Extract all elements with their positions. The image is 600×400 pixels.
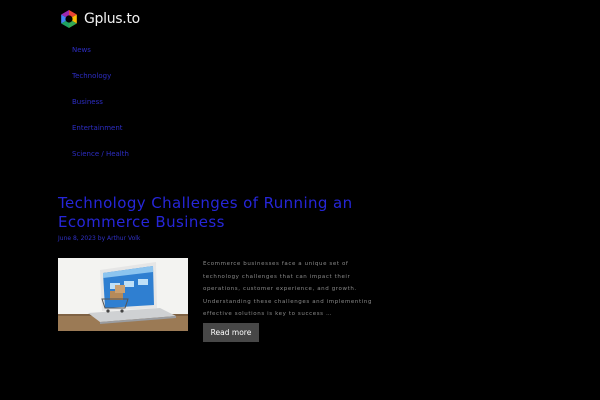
post-meta: June 8, 2023 by Arthur Volk [58, 235, 141, 242]
site-logo[interactable] [59, 9, 140, 29]
post-excerpt: Ecommerce businesses face a unique set of technology challenges that can impact their operations, customer experience, and growth. Understanding these challenges and implementing effective solutions is key to success … [203, 261, 373, 317]
gplus-logo-icon [59, 9, 79, 29]
post-title[interactable]: Technology Challenges of Running an Ecommerce Business [58, 194, 353, 231]
nav-link-technology[interactable]: Technology [72, 72, 112, 80]
site-name: Gplus.to [84, 11, 140, 27]
nav-item-business [72, 89, 129, 115]
post-thumbnail[interactable] [58, 258, 188, 331]
nav-menu [72, 37, 129, 167]
nav-link-entertainment[interactable]: Entertainment [72, 124, 123, 132]
nav-item-science-health [72, 141, 129, 167]
nav-item-news [72, 37, 129, 63]
nav-item-entertainment [72, 115, 129, 141]
nav-item-technology [72, 63, 129, 89]
read-more-button[interactable]: Read more [203, 323, 259, 342]
nav-link-science-health[interactable]: Science / Health [72, 150, 129, 158]
nav-link-business[interactable]: Business [72, 98, 103, 106]
nav-link-news[interactable]: News [72, 46, 91, 54]
